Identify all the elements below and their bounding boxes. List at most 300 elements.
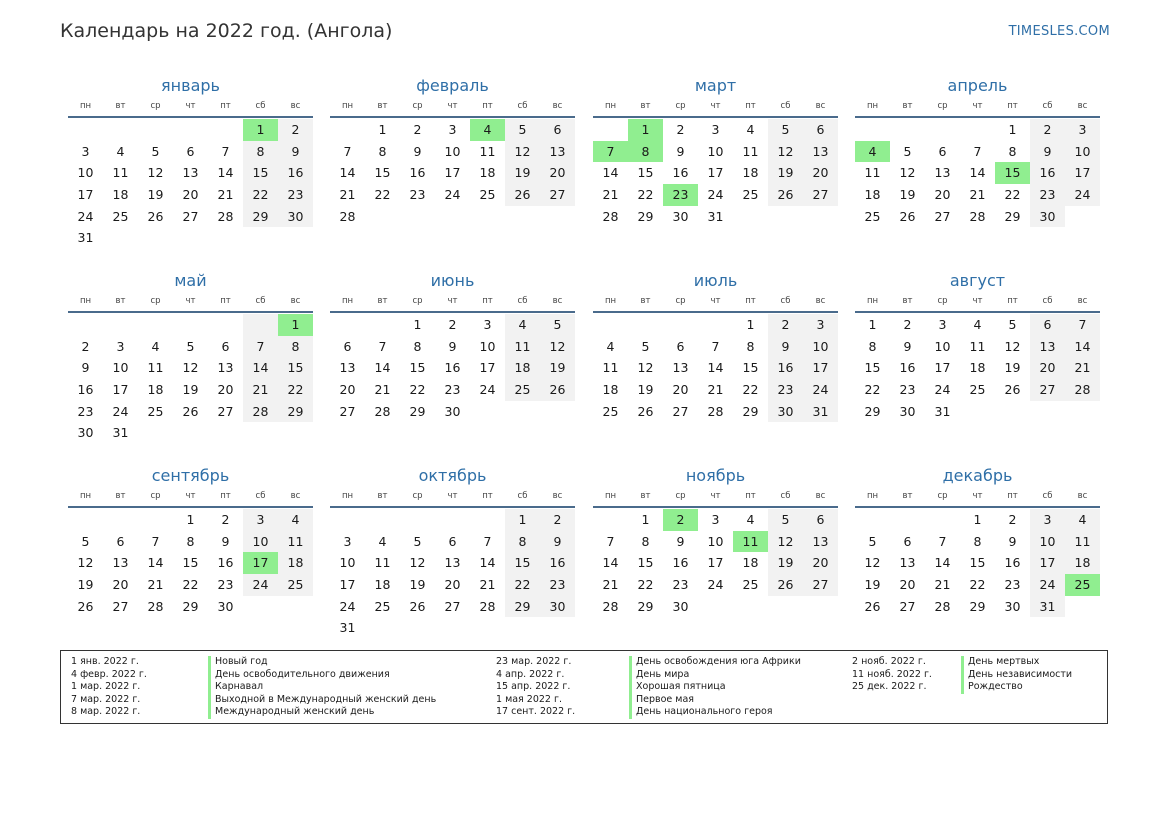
day-cell: 4 [606,338,615,354]
empty-day-cell [768,596,803,618]
day-cell: 21 [969,187,986,203]
holiday-day-cell: 4 [855,141,890,163]
weekday-label: пн [866,491,879,501]
day-cell: 6 [540,119,575,141]
day-cell: 21 [147,577,164,593]
day-cell: 28 [147,598,164,614]
day-cell: 1 [505,509,540,531]
empty-day-cell [365,206,400,228]
day-cell: 19 [1004,360,1021,376]
day-cell: 27 [339,403,356,419]
weekday-label: вс [1077,491,1088,501]
day-cell: 28 [602,208,619,224]
weekday-label: пн [341,296,354,306]
weekday-label: вт [115,296,126,306]
day-cell: 31 [1030,596,1065,618]
day-cell: 23 [217,577,234,593]
day-cell: 10 [707,143,724,159]
month-7 [593,271,838,422]
weekday-header [330,100,575,118]
day-cell: 10 [1030,531,1065,553]
day-cell: 30 [77,425,94,441]
empty-day-cell [278,422,313,444]
holiday-date: 8 мар. 2022 г. [71,706,141,718]
weekday-label: чт [185,296,196,306]
day-cell: 31 [112,425,129,441]
day-cell: 13 [182,165,199,181]
weekday-header [855,100,1100,118]
holiday-day-cell: 1 [278,314,313,336]
day-cell: 14 [1065,336,1100,358]
day-cell: 23 [278,184,313,206]
day-cell: 22 [278,379,313,401]
day-cell: 19 [768,552,803,574]
day-cell: 31 [707,208,724,224]
day-cell: 16 [768,357,803,379]
day-cell: 29 [742,403,759,419]
day-cell: 20 [217,382,234,398]
day-cell: 3 [116,338,125,354]
day-cell: 10 [77,165,94,181]
day-cell: 29 [637,208,654,224]
day-cell: 18 [505,357,540,379]
day-cell: 13 [1030,336,1065,358]
day-cell: 12 [864,555,881,571]
day-cell: 26 [147,208,164,224]
weekday-label: чт [710,491,721,501]
day-cell: 21 [602,577,619,593]
weekday-label: чт [447,491,458,501]
day-cell: 22 [409,382,426,398]
weekday-label: вс [815,101,826,111]
weekday-label: сб [780,101,791,111]
day-cell: 28 [339,208,356,224]
holiday-name: Международный женский день [208,706,436,719]
weekday-label: пт [482,491,493,501]
day-cell: 19 [899,187,916,203]
month-8 [855,271,1100,422]
day-cell: 28 [479,598,496,614]
day-cell: 27 [112,598,129,614]
holiday-date: 1 мая 2022 г. [496,693,562,705]
day-cell: 7 [973,143,982,159]
weekday-label: пн [866,296,879,306]
weekday-label: пн [604,296,617,306]
weekday-label: вс [815,296,826,306]
day-cell: 19 [182,382,199,398]
empty-day-cell [733,596,768,618]
holiday-name: Первое мая [629,694,801,707]
day-cell: 14 [602,165,619,181]
day-grid [593,313,838,422]
day-cell: 14 [374,360,391,376]
day-cell: 14 [243,357,278,379]
day-cell: 21 [934,577,951,593]
empty-day-cell [505,401,540,423]
holiday-name: Новый год [208,656,436,669]
day-cell: 3 [1030,509,1065,531]
empty-day-cell [698,596,733,618]
day-cell: 26 [637,403,654,419]
weekday-label: пн [341,491,354,501]
weekday-label: сб [780,491,791,501]
day-cell: 16 [672,555,689,571]
month-3 [593,76,838,227]
day-cell: 2 [448,317,457,332]
empty-day-cell [243,422,278,444]
weekday-label: вс [552,101,563,111]
day-cell: 8 [243,141,278,163]
day-cell: 21 [707,382,724,398]
day-cell: 2 [413,122,422,137]
day-cell: 20 [182,187,199,203]
day-cell: 16 [1030,162,1065,184]
day-cell: 31 [934,403,951,419]
day-cell: 6 [186,143,195,159]
day-cell: 14 [147,555,164,571]
month-name: июль [693,271,738,290]
day-cell: 29 [278,401,313,423]
day-cell: 30 [768,401,803,423]
weekday-label: вс [1077,296,1088,306]
weekday-label: вт [902,491,913,501]
day-cell: 9 [676,143,685,159]
day-cell: 19 [409,577,426,593]
month-2 [330,76,575,227]
day-cell: 1 [746,317,755,332]
holiday-dates-column [71,656,147,719]
empty-day-cell [1065,401,1100,423]
day-cell: 3 [243,509,278,531]
day-cell: 4 [151,338,160,354]
empty-day-cell [138,119,173,141]
weekday-label: сб [255,296,266,306]
day-cell: 13 [540,141,575,163]
month-name: сентябрь [151,466,230,485]
day-cell: 27 [672,403,689,419]
day-cell: 10 [934,338,951,354]
day-cell: 16 [278,162,313,184]
day-cell: 25 [374,598,391,614]
day-cell: 7 [938,533,947,549]
day-cell: 19 [637,382,654,398]
day-cell: 22 [742,382,759,398]
day-grid [855,118,1100,227]
day-cell: 8 [505,531,540,553]
weekday-label: сб [517,296,528,306]
holiday-name: День национального героя [629,706,801,719]
empty-day-cell [138,227,173,249]
holiday-date: 4 апр. 2022 г. [496,668,565,680]
weekday-label: ср [412,296,423,306]
holiday-date: 23 мар. 2022 г. [496,656,572,667]
empty-day-cell [103,314,138,336]
weekday-label: ср [937,491,948,501]
day-cell: 3 [343,533,352,549]
day-cell: 26 [899,208,916,224]
day-cell: 7 [221,143,230,159]
empty-day-cell [173,227,208,249]
empty-day-cell [138,422,173,444]
empty-day-cell [330,509,365,531]
day-cell: 29 [969,598,986,614]
day-cell: 5 [81,533,90,549]
day-cell: 8 [868,338,877,354]
empty-day-cell [890,119,925,141]
holiday-name: День освобождения юга Африки [629,656,801,669]
day-cell: 15 [864,360,881,376]
day-cell: 18 [147,382,164,398]
day-cell: 24 [339,598,356,614]
holiday-dates-column [852,656,932,694]
day-grid [593,508,838,617]
day-cell: 5 [768,509,803,531]
day-cell: 10 [479,338,496,354]
weekday-label: пт [220,101,231,111]
holiday-date: 1 мар. 2022 г. [71,681,141,693]
day-cell: 22 [182,577,199,593]
holiday-day-cell: 8 [628,141,663,163]
day-cell: 29 [182,598,199,614]
day-cell: 17 [1030,552,1065,574]
empty-day-cell [103,227,138,249]
weekday-label: вт [640,296,651,306]
day-cell: 27 [217,403,234,419]
weekday-label: вс [290,296,301,306]
weekday-label: пн [866,101,879,111]
day-cell: 5 [413,533,422,549]
day-cell: 14 [479,555,496,571]
day-cell: 20 [444,577,461,593]
day-cell: 14 [934,555,951,571]
day-cell: 4 [278,509,313,531]
day-cell: 15 [409,360,426,376]
day-cell: 24 [479,382,496,398]
empty-day-cell [365,617,400,639]
day-cell: 20 [934,187,951,203]
weekday-header [593,100,838,118]
holiday-day-cell: 7 [593,141,628,163]
empty-day-cell [593,119,628,141]
day-cell: 1 [973,512,982,527]
day-cell: 21 [479,577,496,593]
day-cell: 12 [637,360,654,376]
weekday-label: сб [255,491,266,501]
day-cell: 19 [768,162,803,184]
weekday-label: пт [1007,101,1018,111]
day-cell: 9 [1008,533,1017,549]
day-cell: 1 [186,512,195,527]
day-cell: 11 [864,165,881,181]
day-cell: 21 [339,187,356,203]
holiday-date: 25 дек. 2022 г. [852,681,927,693]
day-cell: 26 [182,403,199,419]
day-cell: 10 [112,360,129,376]
day-cell: 8 [746,338,755,354]
day-cell: 28 [602,598,619,614]
holiday-day-cell: 17 [243,552,278,574]
day-cell: 14 [707,360,724,376]
month-4 [855,76,1100,227]
day-cell: 3 [803,314,838,336]
day-cell: 4 [505,314,540,336]
day-cell: 16 [409,165,426,181]
day-cell: 23 [1030,184,1065,206]
day-cell: 21 [374,382,391,398]
day-cell: 17 [934,360,951,376]
holiday-day-cell: 1 [628,119,663,141]
day-cell: 12 [147,165,164,181]
day-cell: 29 [505,596,540,618]
empty-day-cell [663,314,698,336]
weekday-label: чт [447,101,458,111]
day-cell: 4 [1065,509,1100,531]
month-name: август [949,271,1006,290]
day-cell: 15 [637,165,654,181]
holiday-dates-column [496,656,575,719]
day-cell: 1 [1008,122,1017,137]
day-cell: 13 [217,360,234,376]
empty-day-cell [278,596,313,618]
day-cell: 2 [903,317,912,332]
holiday-names-column [208,656,436,719]
empty-day-cell [540,617,575,639]
holiday-day-cell: 4 [470,119,505,141]
day-cell: 29 [243,206,278,228]
day-grid [855,508,1100,617]
day-cell: 5 [1008,317,1017,332]
day-cell: 2 [1008,512,1017,527]
empty-day-cell [925,509,960,531]
day-cell: 24 [1030,574,1065,596]
day-cell: 7 [711,338,720,354]
weekday-label: вс [552,491,563,501]
day-cell: 2 [676,122,685,137]
day-cell: 11 [147,360,164,376]
day-cell: 7 [151,533,160,549]
day-cell: 13 [112,555,129,571]
day-cell: 14 [969,165,986,181]
day-cell: 18 [742,555,759,571]
empty-day-cell [103,509,138,531]
empty-day-cell [698,314,733,336]
day-cell: 22 [864,382,881,398]
weekday-label: пн [604,101,617,111]
day-cell: 20 [672,382,689,398]
empty-day-cell [400,206,435,228]
day-cell: 8 [413,338,422,354]
day-cell: 17 [444,165,461,181]
empty-day-cell [173,422,208,444]
holiday-date: 7 мар. 2022 г. [71,693,141,705]
day-cell: 3 [483,317,492,332]
day-cell: 17 [707,555,724,571]
day-cell: 15 [278,357,313,379]
day-grid [855,313,1100,422]
weekday-label: ср [675,296,686,306]
day-cell: 29 [637,598,654,614]
day-cell: 20 [803,162,838,184]
day-cell: 7 [378,338,387,354]
day-cell: 13 [339,360,356,376]
day-cell: 1 [641,512,650,527]
day-cell: 2 [81,338,90,354]
empty-day-cell [470,206,505,228]
day-cell: 18 [742,165,759,181]
day-cell: 27 [899,598,916,614]
day-cell: 30 [217,598,234,614]
day-cell: 9 [768,336,803,358]
day-cell: 27 [444,598,461,614]
weekday-label: чт [447,296,458,306]
day-cell: 10 [444,143,461,159]
day-grid [330,118,575,227]
day-cell: 13 [934,165,951,181]
day-cell: 28 [934,598,951,614]
day-cell: 28 [217,208,234,224]
day-cell: 20 [899,577,916,593]
day-cell: 9 [221,533,230,549]
day-cell: 23 [768,379,803,401]
day-cell: 13 [899,555,916,571]
day-cell: 21 [243,379,278,401]
weekday-header [68,490,313,508]
day-cell: 4 [746,512,755,527]
day-cell: 3 [1065,119,1100,141]
weekday-label: чт [972,491,983,501]
empty-day-cell [243,596,278,618]
empty-day-cell [435,617,470,639]
day-cell: 10 [803,336,838,358]
weekday-label: вс [815,491,826,501]
weekday-label: пн [79,491,92,501]
day-cell: 20 [339,382,356,398]
day-cell: 8 [186,533,195,549]
empty-day-cell [138,314,173,336]
day-cell: 12 [1004,338,1021,354]
day-cell: 16 [1004,555,1021,571]
day-cell: 8 [378,143,387,159]
holiday-legend [60,650,1108,724]
weekday-label: ср [150,296,161,306]
holiday-name: День мертвых [961,656,1072,669]
day-cell: 14 [339,165,356,181]
day-cell: 15 [637,555,654,571]
day-cell: 4 [116,143,125,159]
day-cell: 3 [938,317,947,332]
day-cell: 27 [182,208,199,224]
weekday-label: вт [115,101,126,111]
day-cell: 12 [768,141,803,163]
empty-day-cell [365,314,400,336]
day-cell: 21 [217,187,234,203]
day-cell: 4 [746,122,755,137]
weekday-header [593,490,838,508]
holiday-name: Хорошая пятница [629,681,801,694]
month-name: октябрь [418,466,487,485]
weekday-header [855,490,1100,508]
day-cell: 1 [378,122,387,137]
empty-day-cell [400,509,435,531]
day-cell: 25 [864,208,881,224]
day-cell: 17 [803,357,838,379]
brand-link[interactable]: TIMESLES.COM [1008,24,1110,39]
day-cell: 15 [505,552,540,574]
month-name: январь [161,76,220,95]
empty-day-cell [208,314,243,336]
weekday-label: вт [902,296,913,306]
holiday-day-cell: 15 [995,162,1030,184]
